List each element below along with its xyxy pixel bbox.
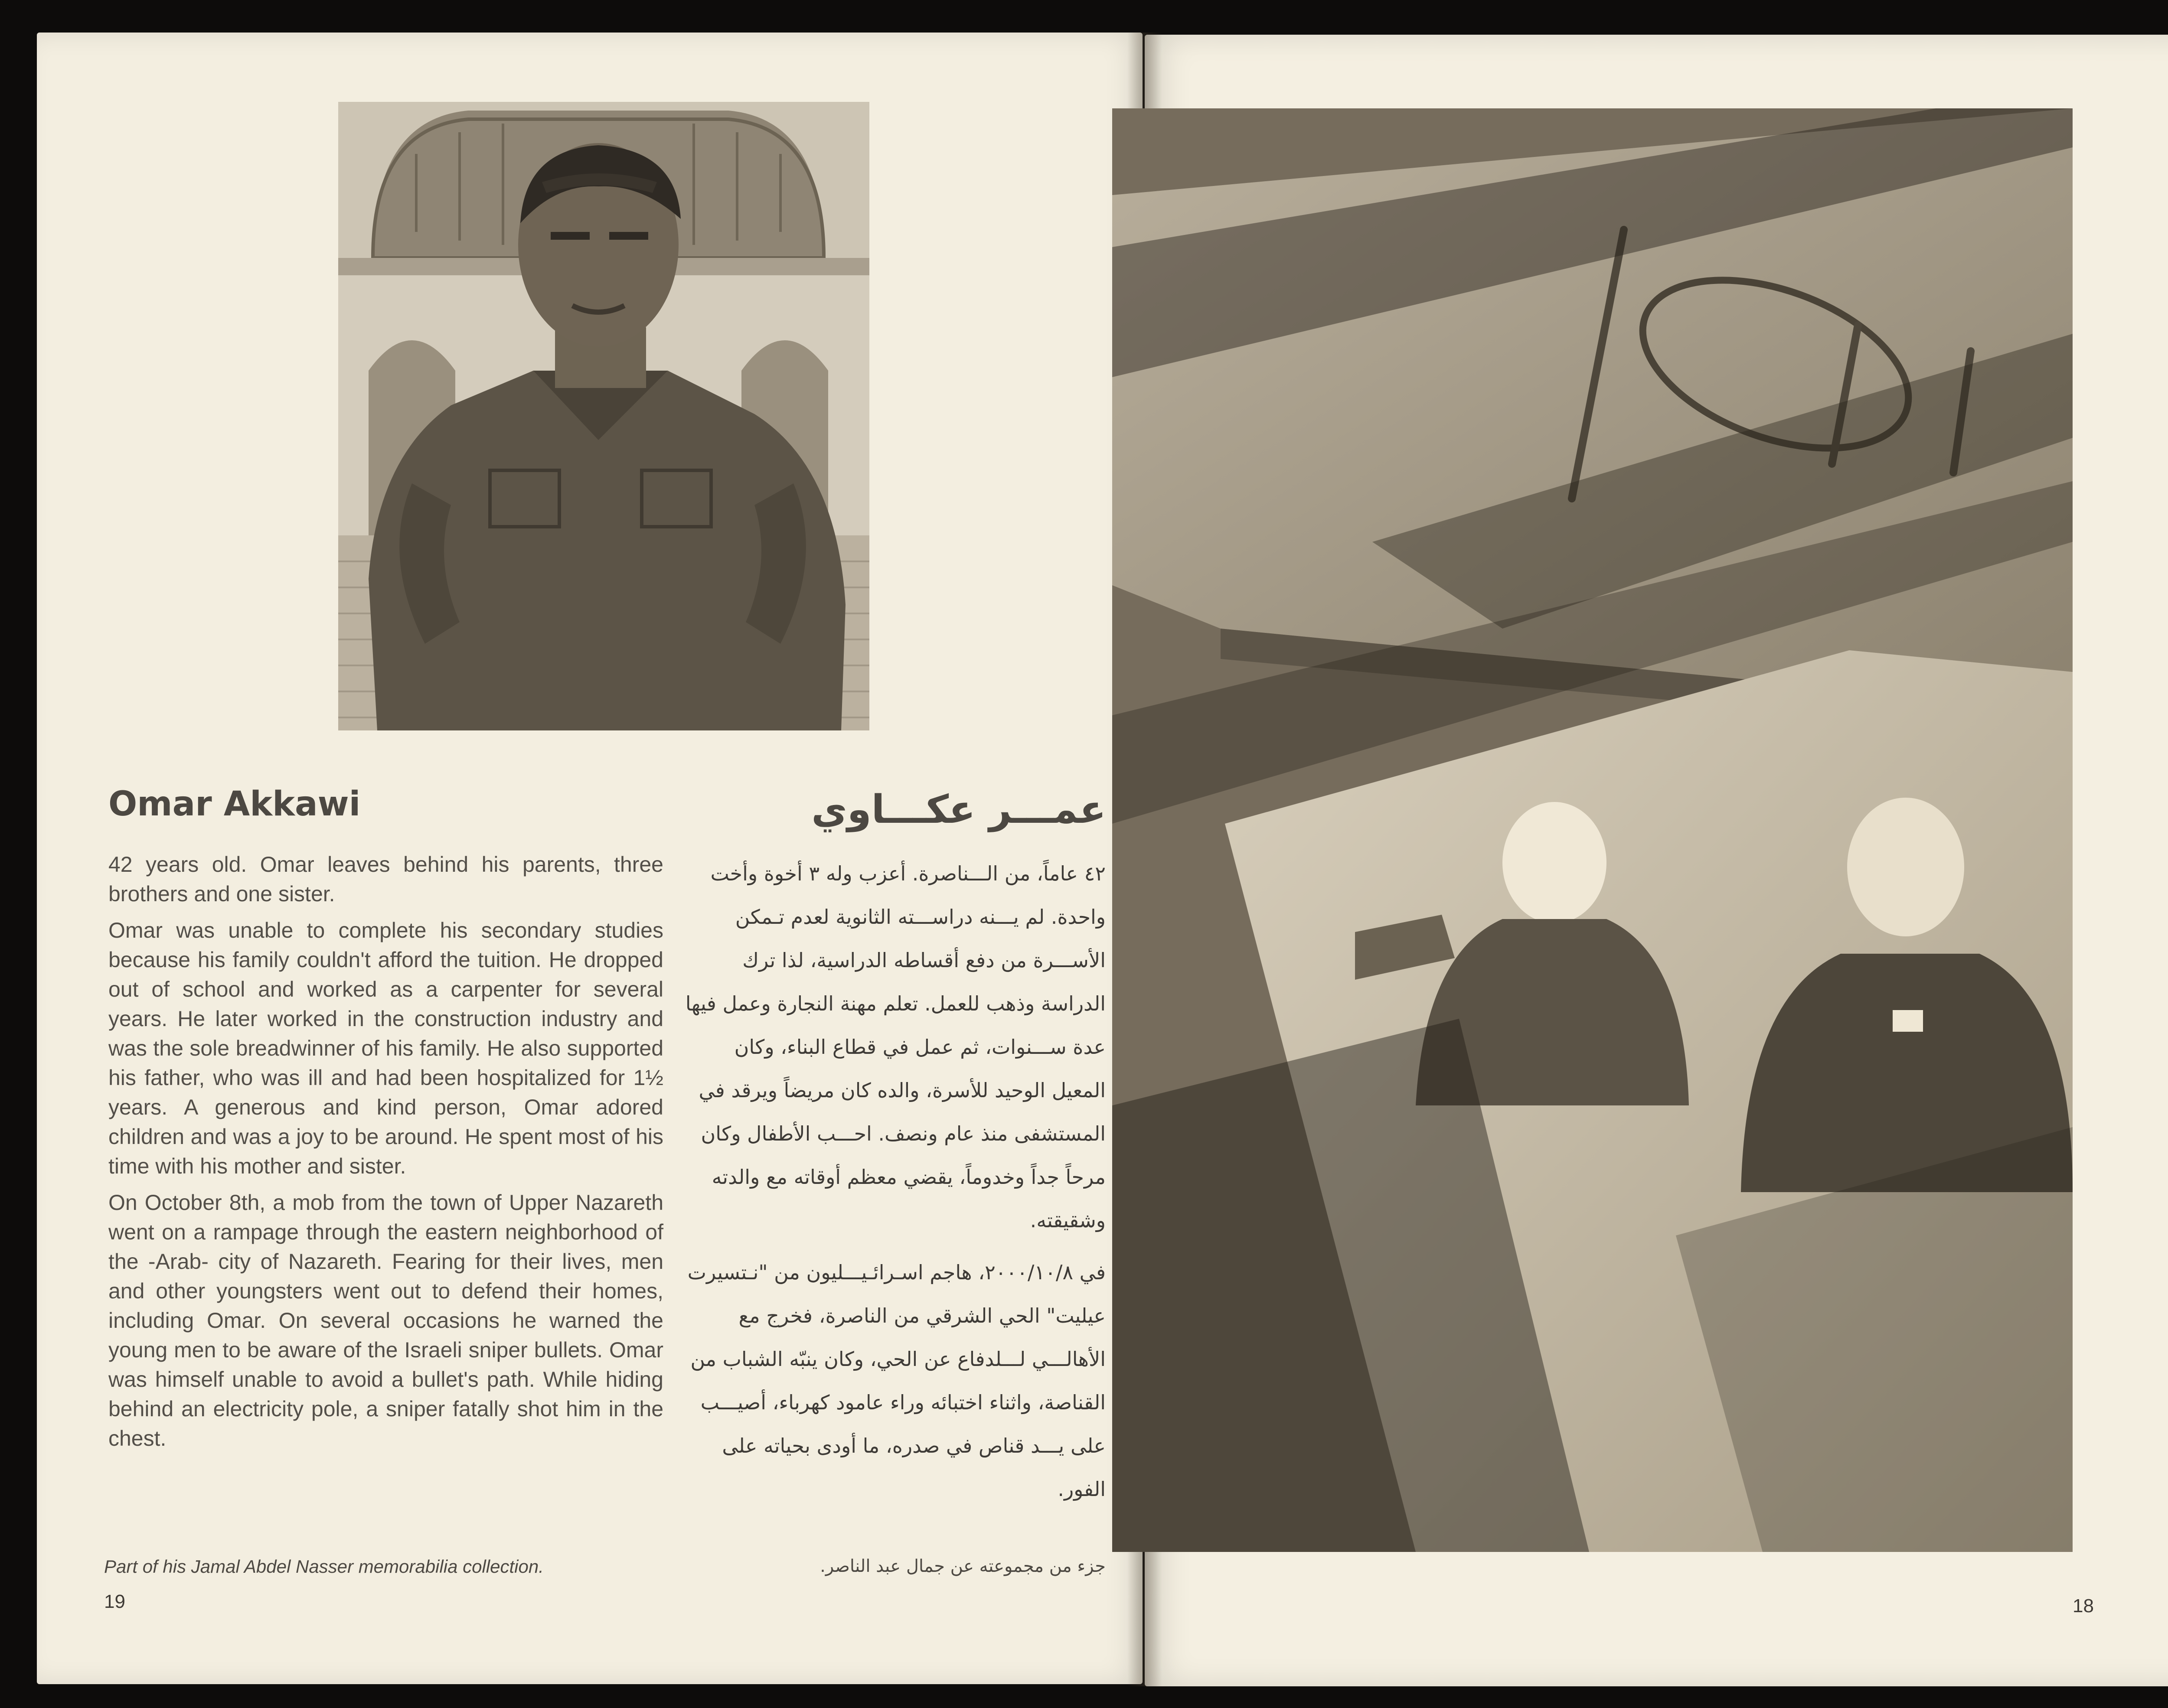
bio-en-paragraph: On October 8th, a mob from the town of Upper Nazareth went on a rampage through the eastern neighborhood of the -Arab- city of Nazareth. Fearing for their lives, men and other youngsters went out to defend their homes, including Omar. On several occasions he warned the young men to be aware of the Israeli sniper bullets. Omar was himself unable to avoid a bullet's path. While hiding behind an electricity pole, a sniper fatally shot him in the chest. [108, 1190, 663, 1450]
portrait-photo [338, 102, 869, 730]
page-number-right: 18 [2073, 1595, 2094, 1617]
memorabilia-photo [1112, 108, 2073, 1552]
bio-en-paragraph: Omar was unable to complete his secondary studies because his family couldn't afford the tuition. He dropped out of school and worked as a carpenter for several years. He later worked in the construction industry and was the sole breadwinner of his family. He also supported his father, who was ill and had been hospitalized for 1½ years. A generous and kind person, Omar adored children and was a joy to be around. He spent most of his time with his mother and sister. [108, 918, 663, 1178]
name-heading-ar: عمـــر عكـــاوي [811, 787, 1106, 832]
bio-column-en [108, 850, 663, 1460]
name-heading-en: Omar Akkawi [108, 785, 361, 824]
memorabilia-illustration [1112, 108, 2073, 1552]
portrait-illustration [338, 102, 869, 730]
bio-en-paragraph: 42 years old. Omar leaves behind his parents, three brothers and one sister. [108, 852, 663, 906]
page-number-left: 19 [104, 1591, 125, 1612]
bio-column-ar [676, 852, 1106, 1519]
photo-caption-en: Part of his Jamal Abdel Nasser memorabilia collection. [104, 1556, 544, 1577]
bio-ar-paragraph: ٤٢ عاماً، من الـــناصرة. أعزب وله ٣ أخوة وأخت واحدة. لم يـــنه دراســـته الثانوية لعدم تـمكن الأســـرة من دفع أقساطه الدراسية، لذا ترك الدراسة وذهب للعمل. تعلم مهنة النجارة وعمل فيها عدة ســـنوات، ثم عمل في قطاع البناء، وكان المعيل الوحيد للأسرة، والده كان مريضاً ويرقد في المستشفى منذ عام ونصف. احـــب الأطفال وكان مرحاً جداً وخدوماً، يقضي معظم أوقاته مع والدته وشقيقته. [685, 862, 1106, 1232]
photo-caption-ar: جزء من مجموعته عن جمال عبد الناصر. [820, 1556, 1106, 1576]
bio-ar-paragraph: في ٢٠٠٠/١٠/٨، هاجم اسـرائـيـــليون من "نـتسيرت عيليت" الحي الشرقي من الناصرة، فخرج مع الأهالـــي لـــلدفاع عن الحي، وكان ينبّه الشباب من القناصة، واثناء اختبائه وراء عامود كهرباء، أصيـــب على يـــد قناص في صدره، ما أودى بحياته على الفور. [687, 1261, 1106, 1501]
